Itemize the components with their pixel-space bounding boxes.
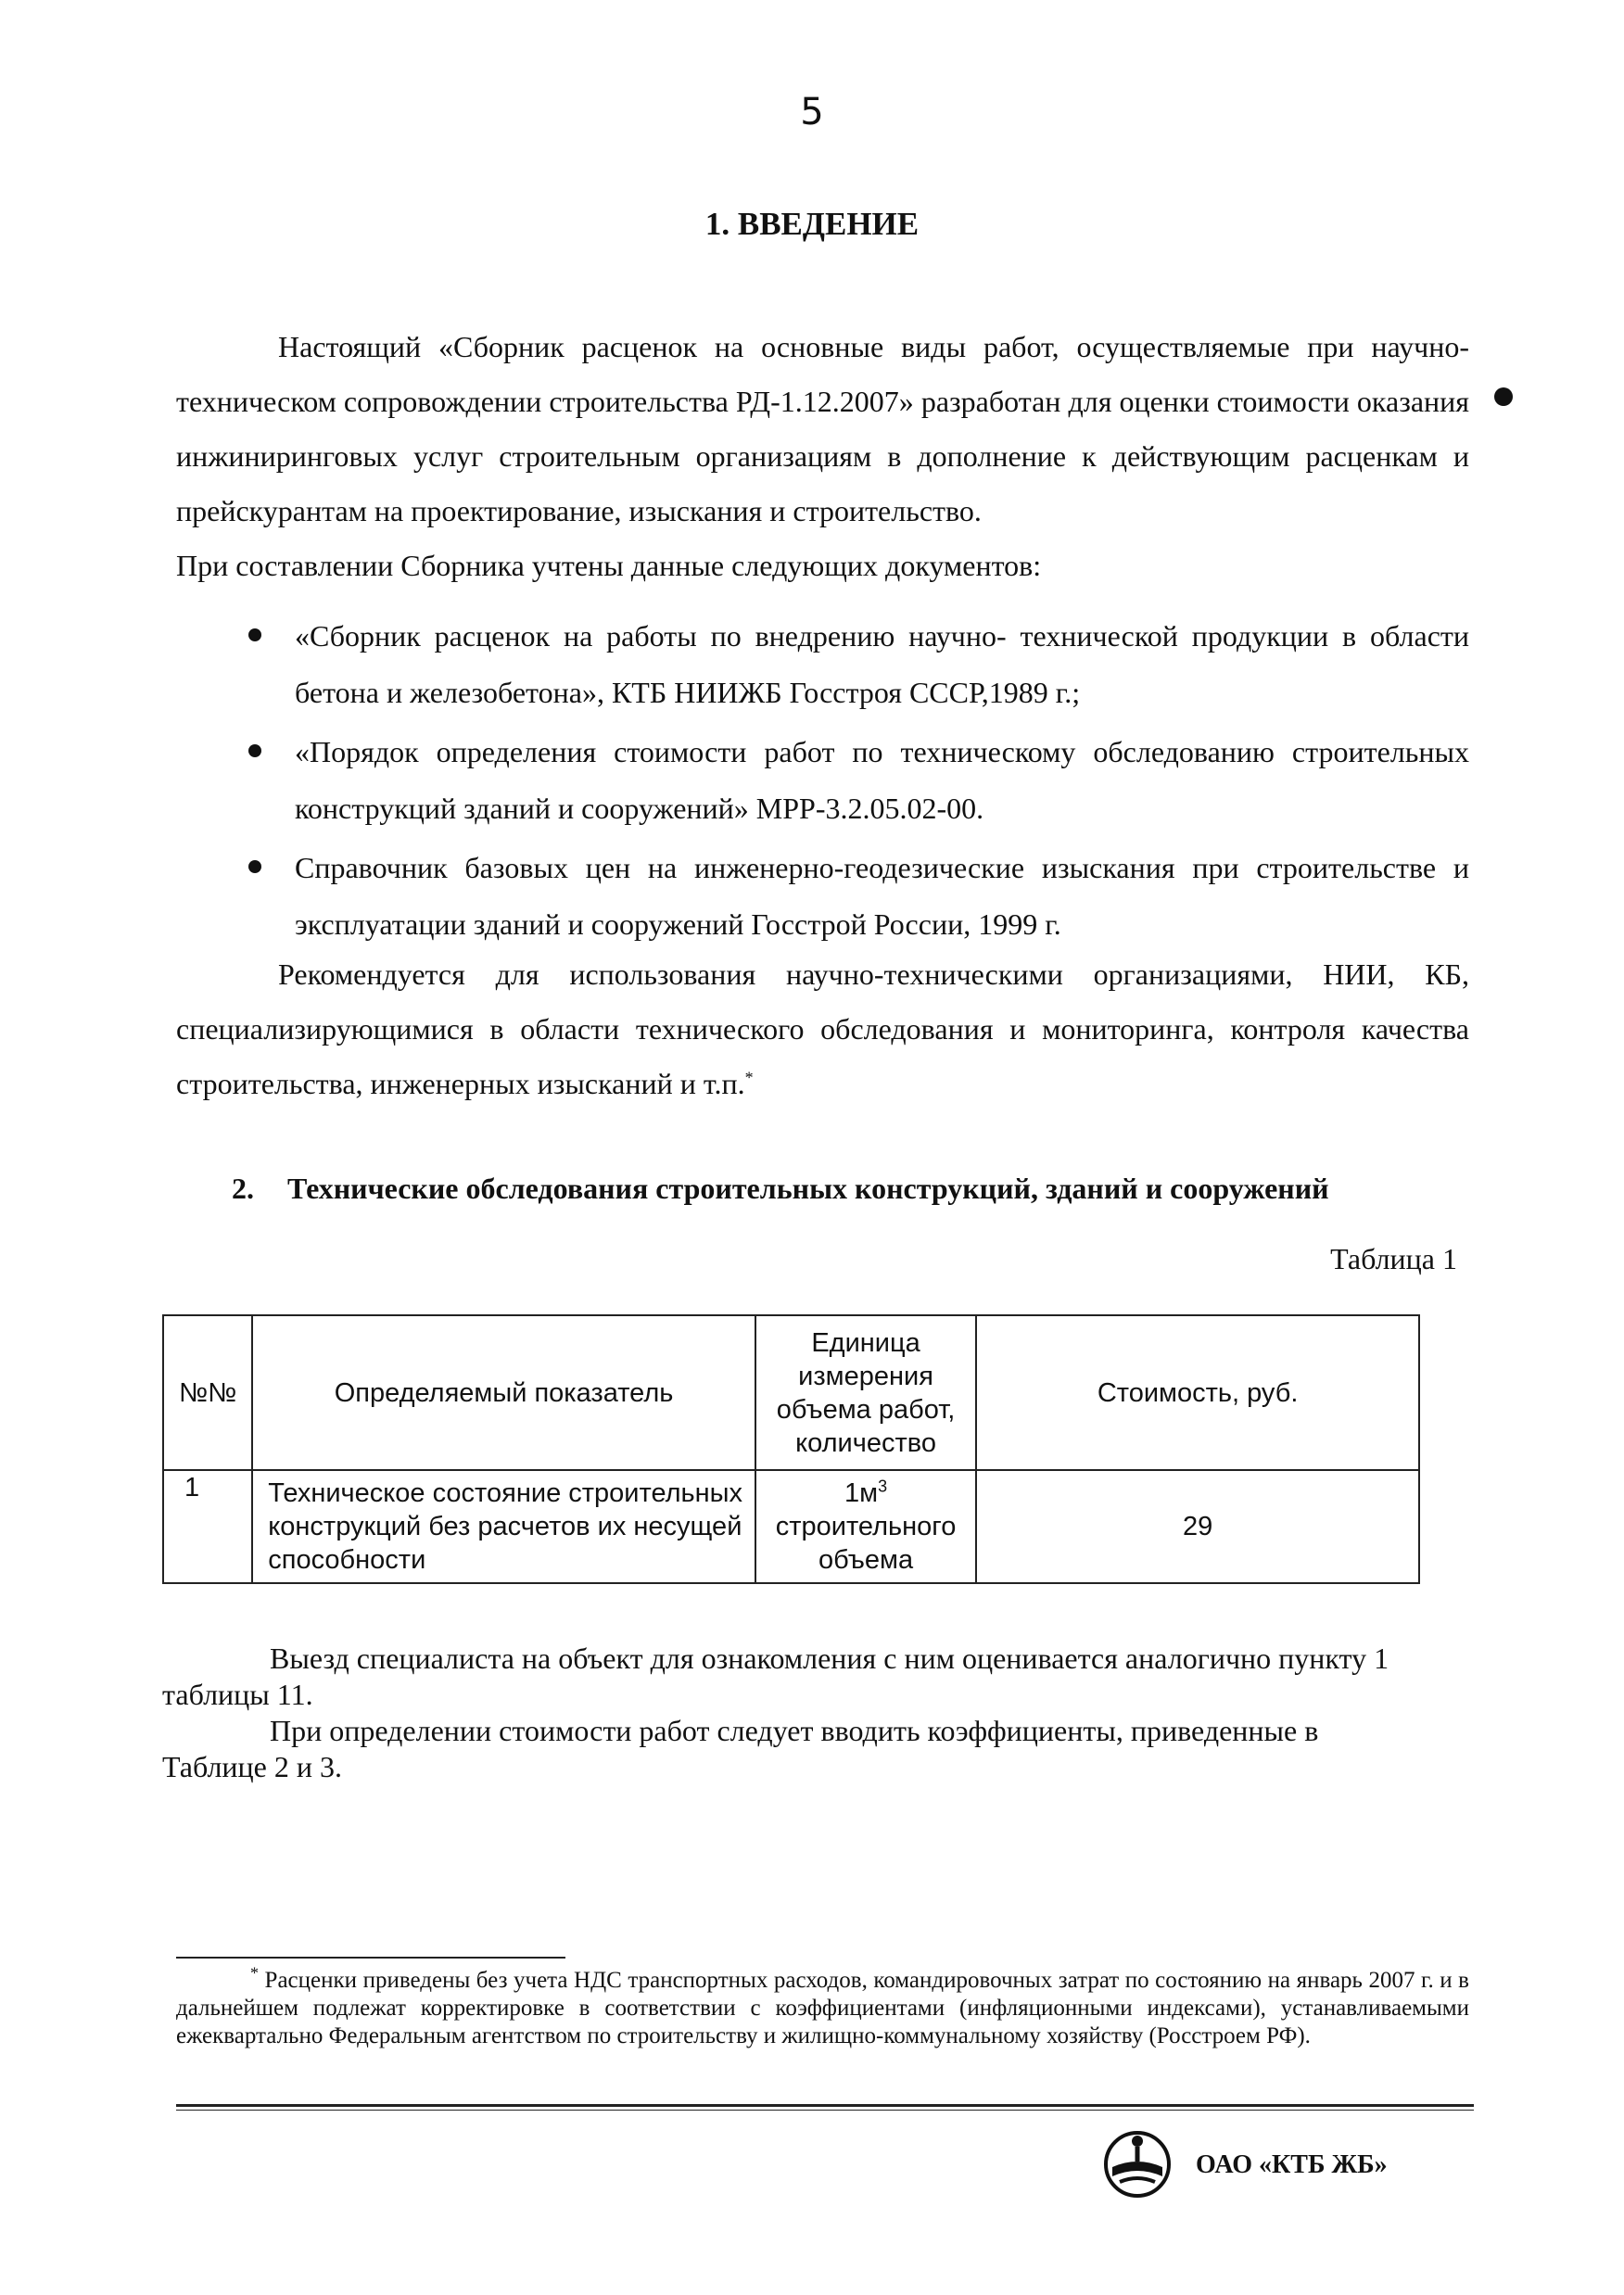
header-number: №№: [163, 1315, 252, 1470]
list-item-text: Справочник базовых цен на инженерно-геодезические изыскания при строительстве и эксплуатации зданий и сооружений Госстрой России, 1999 г.: [295, 851, 1469, 941]
page-number: 5: [800, 91, 824, 133]
unit-description: строительного объема: [775, 1512, 957, 1575]
table-header-row: [163, 1315, 1419, 1470]
ktb-zhb-logo-icon: [1101, 2128, 1174, 2200]
bullet-icon: [248, 860, 261, 873]
section-2-number: 2.: [232, 1172, 254, 1205]
list-item: [295, 608, 1469, 721]
bullet-icon: [248, 628, 261, 641]
intro-section: [176, 320, 1469, 593]
note-paragraph: Выезд специалиста на объект для ознакомления с ним оценивается аналогично пункту 1 таблицы 11.: [162, 1642, 1389, 1711]
footnote: [176, 1963, 1469, 2050]
list-item-text: «Порядок определения стоимости работ по техническому обследованию строительных конструкций зданий и сооружений» МРР-3.2.05.02-00.: [295, 735, 1469, 825]
list-item: [295, 840, 1469, 953]
organization-name: ОАО «КТБ ЖБ»: [1196, 2150, 1388, 2179]
unit-value: 1м: [844, 1478, 879, 1508]
cell-cost: 29: [976, 1470, 1419, 1583]
header-unit: Единица измерения объема работ, количество: [755, 1315, 976, 1470]
header-cost: Стоимость, руб.: [976, 1315, 1419, 1470]
note-paragraph: При определении стоимости работ следует вводить коэффициенты, приведенные в Таблице 2 и 3.: [162, 1714, 1319, 1783]
table-notes: [162, 1641, 1418, 1785]
footnote-marker: *: [250, 1963, 259, 1983]
section-2-heading: [232, 1172, 1329, 1206]
intro-documents-lead: При составлении Сборника учтены данные следующих документов:: [176, 549, 1042, 582]
recommendation-paragraph: [176, 947, 1469, 1111]
header-indicator: Определяемый показатель: [252, 1315, 755, 1470]
list-item-text: «Сборник расценок на работы по внедрению научно- технической продукции в области бетона и железобетона», КТБ НИИЖБ Госстроя СССР,1989 г.;: [295, 619, 1469, 709]
footnote-paragraph: [176, 1963, 1469, 2050]
cell-indicator: Техническое состояние строительных конструкций без расчетов их несущей способности: [252, 1470, 755, 1583]
footnote-text: Расценки приведены без учета НДС транспортных расходов, командировочных затрат по состоянию на январь 2007 г. и в дальнейшем подлежат корректировке в соответствии с коэффициентами (инфляционными индексами), устанавливаемыми ежеквартально Федеральным агентством по строительству и жилищно-коммунальному хозяйству (Росстроем РФ).: [176, 1968, 1469, 2048]
footnote-marker: *: [744, 1068, 754, 1087]
cell-number: 1: [163, 1470, 252, 1583]
bullet-icon: [248, 744, 261, 757]
recommendation-section: [176, 947, 1469, 1111]
section-2-title: Технические обследования строительных конструкций, зданий и сооружений: [287, 1172, 1329, 1205]
intro-paragraph: Настоящий «Сборник расценок на основные виды работ, осуществляемые при научно-техническом сопровождении строительства РД-1.12.2007» разработан для оценки стоимости оказания инжиниринговых услуг строительным организациям в дополнение к действующим расценкам и прейскурантам на проектирование, изыскания и строительство.: [176, 330, 1469, 527]
table-label: Таблица 1: [1330, 1242, 1457, 1275]
price-table: [162, 1314, 1420, 1584]
recommendation-text: Рекомендуется для использования научно-техническими организациями, НИИ, КБ, специализирующимися в области технического обследования и мониторинга, контроля качества строительства, инженерных изысканий и т.п.: [176, 957, 1469, 1100]
margin-dot: [1494, 387, 1513, 406]
footer-rule-thin: [176, 2110, 1474, 2111]
unit-exponent: 3: [878, 1477, 888, 1496]
cell-unit: [755, 1470, 976, 1583]
footnote-separator: [176, 1957, 565, 1959]
footer-rule: [176, 2104, 1474, 2107]
documents-list: [295, 608, 1469, 956]
table-row: [163, 1470, 1419, 1583]
section-1-heading: 1. ВВЕДЕНИЕ: [704, 206, 920, 242]
list-item: [295, 724, 1469, 837]
